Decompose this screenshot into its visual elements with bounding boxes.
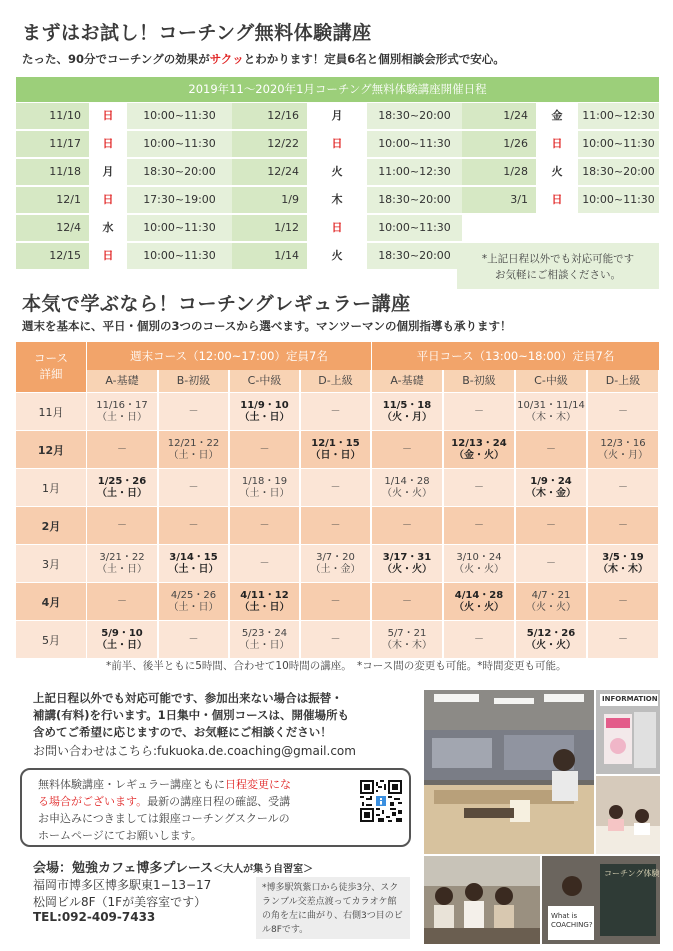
course-dates: － bbox=[117, 443, 127, 455]
course-weekdays: （土・日） bbox=[239, 487, 290, 499]
trial-time: 18:30~20:00 bbox=[578, 159, 659, 185]
course-dates: － bbox=[259, 519, 270, 531]
notice-line: お申込みにつきましては銀座コーチングスクールの bbox=[38, 812, 290, 825]
course-date-cell bbox=[372, 431, 442, 468]
venue-address-line: 松岡ビル8F（1Fが美容室です） bbox=[33, 895, 207, 909]
course-date-cell bbox=[516, 431, 586, 468]
venue-tag: ＜大人が集う自習室＞ bbox=[213, 864, 314, 875]
trial-day: 日 bbox=[536, 187, 578, 213]
course-dates: － bbox=[618, 519, 628, 531]
course-dates: 3/17・31 bbox=[382, 551, 432, 563]
course-dates: 1/14・28 bbox=[384, 475, 430, 487]
course-dates: － bbox=[330, 595, 341, 607]
course-date-cell bbox=[372, 583, 442, 620]
trial-day: 日 bbox=[89, 103, 127, 129]
course-date-cell bbox=[444, 469, 514, 506]
course-date-cell bbox=[444, 621, 514, 658]
course-date-cell bbox=[159, 469, 228, 506]
corner-line: 詳細 bbox=[39, 367, 63, 381]
contact-email[interactable]: お問い合わせはこちら:fukuoka.de.coaching@gmail.com bbox=[33, 744, 356, 758]
course-dates: － bbox=[402, 519, 412, 531]
course-dates: － bbox=[546, 519, 556, 531]
course-date-cell bbox=[159, 545, 228, 582]
trial-day: 火 bbox=[307, 159, 367, 185]
information-sign-photo bbox=[596, 690, 660, 774]
course-dates: 11/9・10 bbox=[240, 399, 289, 411]
workshop-photo bbox=[596, 776, 660, 854]
course-date-cell bbox=[588, 393, 658, 430]
notice-line bbox=[38, 776, 291, 792]
trial-date: 12/24 bbox=[232, 159, 307, 185]
course-weekdays: （火・火） bbox=[526, 601, 576, 613]
trial-day: 日 bbox=[89, 243, 127, 269]
course-date-cell bbox=[588, 583, 658, 620]
course-dates: 1/18・19 bbox=[241, 475, 288, 487]
course-month-row bbox=[16, 583, 659, 620]
board-text: コーチング体験 bbox=[604, 869, 660, 878]
coaching-sign-text: What is COACHING? bbox=[551, 912, 593, 929]
trial-time: 10:00~11:30 bbox=[367, 215, 462, 241]
level-header: B-初級 bbox=[444, 370, 514, 392]
sign-text: INFORMATION bbox=[602, 695, 658, 703]
trial-date: 12/1 bbox=[16, 187, 89, 213]
trial-schedule-row bbox=[16, 243, 659, 269]
course-date-cell bbox=[516, 507, 586, 544]
course-dates: 3/14・15 bbox=[169, 551, 218, 563]
trial-date: 1/12 bbox=[232, 215, 307, 241]
course-dates: 4/11・12 bbox=[240, 589, 289, 601]
venue-name bbox=[33, 857, 313, 876]
course-date-cell bbox=[87, 621, 157, 658]
month-label: 12月 bbox=[16, 431, 86, 468]
venue-access-note: *博多駅筑紫口から徒歩3分、スクランブル交差点渡ってカラオケ館の角を左に曲がり、右側3つ目のビル8Fです。 bbox=[256, 877, 410, 939]
venue-address-line: 福岡市博多区博多駅東1−13−17 bbox=[33, 878, 212, 892]
trial-time: 11:00~12:30 bbox=[367, 159, 462, 185]
course-date-cell bbox=[230, 621, 299, 658]
trial-time: 10:00~11:30 bbox=[367, 131, 462, 157]
course-weekdays: （木・木） bbox=[526, 411, 576, 423]
course-detail-corner bbox=[16, 342, 86, 392]
level-header: C-中級 bbox=[230, 370, 299, 392]
trial-schedule-row bbox=[16, 131, 659, 157]
course-weekdays: （土・日） bbox=[239, 411, 290, 423]
course-dates: 3/10・24 bbox=[456, 551, 502, 563]
course-dates: 11/16・17 bbox=[96, 399, 148, 411]
trial-time: 11:00~12:30 bbox=[578, 103, 659, 129]
course-date-cell bbox=[516, 545, 586, 582]
course-date-cell bbox=[372, 393, 442, 430]
course-date-cell bbox=[444, 545, 514, 582]
trial-date: 1/28 bbox=[462, 159, 536, 185]
course-dates: 5/7・21 bbox=[387, 627, 427, 639]
trial-subtitle-part: とわかります！定員6名と個別相談会形式で安心。 bbox=[243, 52, 505, 66]
month-label: 2月 bbox=[16, 507, 86, 544]
course-dates: 12/3・16 bbox=[600, 437, 646, 449]
course-date-cell bbox=[87, 583, 157, 620]
course-dates: － bbox=[259, 443, 270, 455]
trial-subtitle-part: たった、90分でコーチングの効果が bbox=[22, 52, 210, 66]
course-dates: 12/1・15 bbox=[311, 437, 360, 449]
schedule-change-notice bbox=[20, 768, 411, 847]
course-month-row bbox=[16, 469, 659, 506]
course-month-row bbox=[16, 507, 659, 544]
notice-line bbox=[38, 793, 290, 809]
course-date-cell bbox=[588, 469, 658, 506]
trial-date: 11/10 bbox=[16, 103, 89, 129]
month-label: 1月 bbox=[16, 469, 86, 506]
notice-line: ホームページにてお願いします。 bbox=[38, 829, 202, 842]
course-dates: － bbox=[188, 519, 199, 531]
course-weekdays: （日・日） bbox=[310, 449, 361, 461]
course-date-cell bbox=[301, 393, 370, 430]
course-weekdays: （土・日） bbox=[168, 563, 219, 575]
trial-date: 12/16 bbox=[232, 103, 307, 129]
course-weekdays: （土・日） bbox=[97, 639, 147, 651]
course-month-row bbox=[16, 431, 659, 468]
course-dates: 4/7・21 bbox=[531, 589, 571, 601]
course-weekdays: （火・火） bbox=[382, 487, 432, 499]
course-date-cell bbox=[516, 393, 586, 430]
course-weekdays: （土・日） bbox=[239, 639, 290, 651]
course-dates: － bbox=[188, 481, 199, 493]
course-dates: － bbox=[188, 633, 199, 645]
month-label: 5月 bbox=[16, 621, 86, 658]
trial-time: 10:00~11:30 bbox=[127, 215, 232, 241]
trial-time: 10:00~11:30 bbox=[127, 131, 232, 157]
course-weekdays: （木・木） bbox=[598, 563, 648, 575]
course-dates: － bbox=[402, 595, 412, 607]
course-dates: － bbox=[117, 519, 127, 531]
course-dates: 3/7・20 bbox=[316, 551, 355, 563]
course-date-cell bbox=[87, 431, 157, 468]
course-date-cell bbox=[87, 545, 157, 582]
trial-time: 10:00~11:30 bbox=[127, 243, 232, 269]
course-month-row bbox=[16, 545, 659, 582]
trial-schedule-row bbox=[16, 159, 659, 185]
course-weekdays: （土・日） bbox=[168, 601, 219, 613]
course-dates: － bbox=[330, 481, 341, 493]
trial-day: 日 bbox=[307, 215, 367, 241]
regular-subtitle: 週末を基本に、平日・個別の3つのコースから選べます。マンツーマンの個別指導も承ります！ bbox=[22, 319, 512, 333]
course-dates: － bbox=[618, 481, 628, 493]
trial-day: 月 bbox=[307, 103, 367, 129]
course-weekdays: （金・火） bbox=[454, 449, 504, 461]
level-header: D-上級 bbox=[588, 370, 658, 392]
course-dates: 10/31・11/14 bbox=[517, 399, 585, 411]
trial-time: 18:30~20:00 bbox=[367, 187, 462, 213]
course-dates: － bbox=[259, 557, 270, 569]
course-weekdays: （火・月） bbox=[382, 411, 432, 423]
course-weekdays: （土・金） bbox=[310, 563, 361, 575]
month-label: 3月 bbox=[16, 545, 86, 582]
notice-emphasis: 日程変更にな bbox=[225, 778, 291, 791]
trial-day: 水 bbox=[89, 215, 127, 241]
course-dates: 12/21・22 bbox=[167, 437, 220, 449]
course-date-cell bbox=[87, 507, 157, 544]
notice-text: 無料体験講座・レギュラー講座ともに bbox=[38, 778, 225, 791]
course-date-cell bbox=[230, 507, 299, 544]
weekday-course-header: 平日コース（13:00~18:00）定員7名 bbox=[372, 342, 659, 370]
trial-time: 10:00~11:30 bbox=[127, 103, 232, 129]
course-date-cell bbox=[444, 431, 514, 468]
course-weekdays: （土・日） bbox=[97, 487, 147, 499]
course-date-cell bbox=[230, 431, 299, 468]
trial-date: 1/9 bbox=[232, 187, 307, 213]
trial-date: 3/1 bbox=[462, 187, 536, 213]
coaching-board-photo bbox=[542, 856, 660, 944]
trial-day: 火 bbox=[307, 243, 367, 269]
trial-day: 火 bbox=[536, 159, 578, 185]
course-dates: － bbox=[618, 595, 628, 607]
course-dates: 3/21・22 bbox=[99, 551, 145, 563]
trial-day: 金 bbox=[536, 103, 578, 129]
course-date-cell bbox=[159, 507, 228, 544]
course-weekdays: （木・金） bbox=[526, 487, 576, 499]
regular-title: 本気で学ぶなら！コーチングレギュラー講座 bbox=[22, 293, 411, 315]
course-dates: － bbox=[474, 481, 484, 493]
info-line: 上記日程以外でも対応可能です、参加出来ない場合は振替・ bbox=[33, 691, 343, 705]
cafe-interior-photo bbox=[424, 690, 594, 854]
course-weekdays: （土・日） bbox=[97, 411, 147, 423]
trial-time: 18:30~20:00 bbox=[367, 243, 462, 269]
course-dates: － bbox=[474, 633, 484, 645]
course-dates: 11/5・18 bbox=[382, 399, 432, 411]
course-date-cell bbox=[444, 507, 514, 544]
course-date-cell bbox=[516, 621, 586, 658]
venue-photo-collage bbox=[424, 690, 660, 944]
corner-line: コース bbox=[34, 351, 68, 365]
course-date-cell bbox=[159, 621, 228, 658]
trial-day: 木 bbox=[307, 187, 367, 213]
course-dates: － bbox=[618, 633, 628, 645]
weekend-course-header: 週末コース（12:00~17:00）定員7名 bbox=[87, 342, 371, 370]
course-date-cell bbox=[301, 431, 370, 468]
course-date-cell bbox=[230, 545, 299, 582]
course-date-cell bbox=[588, 507, 658, 544]
course-dates: 1/9・24 bbox=[530, 475, 572, 487]
trial-date: 1/14 bbox=[232, 243, 307, 269]
course-date-cell bbox=[87, 469, 157, 506]
trial-schedule-row bbox=[16, 187, 659, 213]
notice-emphasis: る場合がございます。 bbox=[38, 795, 148, 808]
trial-title: まずはお試し！コーチング無料体験講座 bbox=[22, 22, 372, 44]
course-date-cell bbox=[159, 583, 228, 620]
trial-date: 1/26 bbox=[462, 131, 536, 157]
course-date-cell bbox=[301, 507, 370, 544]
course-dates: － bbox=[330, 405, 341, 417]
course-dates: － bbox=[474, 519, 484, 531]
regular-notes: *前半、後半ともに5時間、合わせて10時間の講座。 *コース間の変更も可能。*時間変更も可能。 bbox=[106, 660, 567, 672]
level-header: D-上級 bbox=[301, 370, 370, 392]
course-dates: － bbox=[546, 557, 556, 569]
course-dates: － bbox=[330, 519, 341, 531]
course-weekdays: （土・日） bbox=[168, 449, 219, 461]
course-date-cell bbox=[159, 393, 228, 430]
course-dates: － bbox=[402, 443, 412, 455]
course-weekdays: （火・火） bbox=[454, 563, 504, 575]
course-date-cell bbox=[159, 431, 228, 468]
course-date-cell bbox=[301, 583, 370, 620]
info-line: 補講(有料)を行います。1日集中・個別コースは、開催場所も bbox=[33, 708, 350, 722]
course-dates: － bbox=[330, 633, 341, 645]
trial-schedule-header: 2019年11～2020年1月コーチング無料体験講座開催日程 bbox=[16, 77, 659, 102]
course-date-cell bbox=[588, 545, 658, 582]
level-header: A-基礎 bbox=[87, 370, 157, 392]
course-date-cell bbox=[230, 583, 299, 620]
course-date-cell bbox=[588, 431, 658, 468]
course-month-row bbox=[16, 393, 659, 430]
course-date-cell bbox=[301, 621, 370, 658]
course-dates: － bbox=[474, 405, 484, 417]
course-date-cell bbox=[301, 545, 370, 582]
course-dates: 5/12・26 bbox=[526, 627, 576, 639]
trial-subtitle-emphasis: サクッ bbox=[209, 52, 244, 66]
course-date-cell bbox=[372, 469, 442, 506]
course-date-cell bbox=[230, 393, 299, 430]
course-date-cell bbox=[588, 621, 658, 658]
trial-day: 月 bbox=[89, 159, 127, 185]
group-photo bbox=[424, 856, 540, 944]
course-weekdays: （火・火） bbox=[454, 601, 504, 613]
level-header: C-中級 bbox=[516, 370, 586, 392]
trial-subtitle bbox=[22, 51, 505, 67]
course-month-row bbox=[16, 621, 659, 658]
course-date-cell bbox=[372, 507, 442, 544]
course-weekdays: （土・日） bbox=[239, 601, 290, 613]
course-weekdays: （火・月） bbox=[598, 449, 648, 461]
course-dates: － bbox=[117, 595, 127, 607]
course-dates: 5/9・10 bbox=[101, 627, 143, 639]
trial-note-line: お気軽にご相談ください。 bbox=[495, 269, 621, 281]
trial-date: 1/24 bbox=[462, 103, 536, 129]
course-dates: 12/13・24 bbox=[451, 437, 507, 449]
trial-note-line: *上記日程以外でも対応可能です bbox=[481, 253, 635, 265]
course-dates: － bbox=[546, 443, 556, 455]
venue-label: 会場：勉強カフェ博多プレース bbox=[33, 861, 214, 876]
course-dates: 4/25・26 bbox=[170, 589, 217, 601]
course-date-cell bbox=[87, 393, 157, 430]
trial-schedule-table bbox=[16, 77, 659, 281]
trial-date: 11/17 bbox=[16, 131, 89, 157]
month-label: 4月 bbox=[16, 583, 86, 620]
trial-time: 10:00~11:30 bbox=[578, 187, 659, 213]
trial-date: 11/18 bbox=[16, 159, 89, 185]
info-line: 含めてご希望に応じますので、お気軽にご相談ください！ bbox=[33, 725, 332, 739]
course-dates: 1/25・26 bbox=[97, 475, 147, 487]
trial-date: 12/4 bbox=[16, 215, 89, 241]
course-dates: － bbox=[618, 405, 628, 417]
course-date-cell bbox=[301, 469, 370, 506]
notice-text: 最新の講座日程の確認、受講 bbox=[147, 795, 291, 808]
trial-time: 18:30~20:00 bbox=[127, 159, 232, 185]
course-dates: － bbox=[188, 405, 199, 417]
course-weekdays: （火・火） bbox=[526, 639, 576, 651]
trial-day: 日 bbox=[89, 131, 127, 157]
level-header: B-初級 bbox=[159, 370, 228, 392]
course-date-cell bbox=[516, 583, 586, 620]
trial-schedule-row bbox=[16, 215, 659, 241]
trial-schedule-body bbox=[16, 102, 659, 281]
course-date-cell bbox=[516, 469, 586, 506]
month-label: 11月 bbox=[16, 393, 86, 430]
course-weekdays: （火・火） bbox=[382, 563, 432, 575]
course-weekdays: （土・日） bbox=[97, 563, 147, 575]
trial-day: 日 bbox=[307, 131, 367, 157]
level-header: A-基礎 bbox=[372, 370, 442, 392]
course-dates: 3/5・19 bbox=[602, 551, 644, 563]
trial-time: 18:30~20:00 bbox=[367, 103, 462, 129]
course-date-cell bbox=[372, 621, 442, 658]
venue-phone[interactable]: TEL:092-409-7433 bbox=[33, 910, 156, 924]
course-dates: 4/14・28 bbox=[454, 589, 504, 601]
course-dates: 5/23・24 bbox=[241, 627, 288, 639]
trial-time: 10:00~11:30 bbox=[578, 131, 659, 157]
trial-time: 17:30~19:00 bbox=[127, 187, 232, 213]
course-weekdays: （木・木） bbox=[382, 639, 432, 651]
course-date-cell bbox=[372, 545, 442, 582]
trial-date: 12/22 bbox=[232, 131, 307, 157]
trial-day: 日 bbox=[536, 131, 578, 157]
trial-schedule-row bbox=[16, 103, 659, 129]
course-date-cell bbox=[230, 469, 299, 506]
trial-date: 12/15 bbox=[16, 243, 89, 269]
course-date-cell bbox=[444, 393, 514, 430]
qr-code-icon[interactable] bbox=[360, 780, 402, 822]
course-date-cell bbox=[444, 583, 514, 620]
trial-day: 日 bbox=[89, 187, 127, 213]
